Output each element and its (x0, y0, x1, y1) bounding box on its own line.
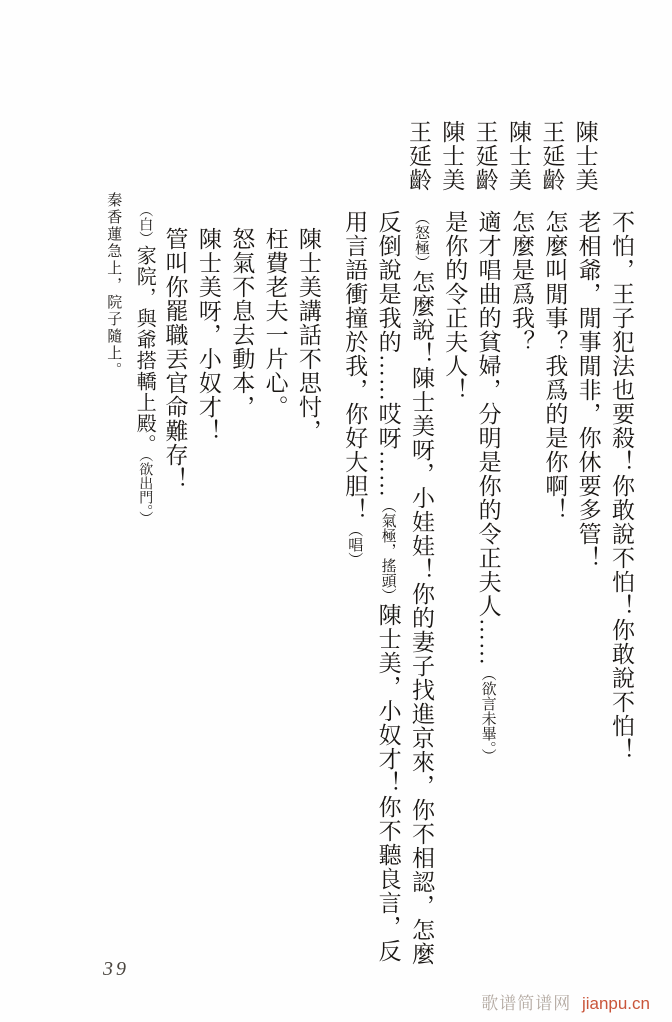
script-line-lyric (292, 115, 325, 977)
speaker-name: 陳士美 (439, 120, 465, 192)
script-line-lyric (158, 115, 191, 977)
speech-text: 秦香蓮急上，院子隨上。 (105, 192, 122, 379)
script-line-stage-speech (129, 115, 158, 977)
speech-text: 枉費老夫一片心。 (262, 227, 288, 419)
script-line-dialogue (471, 115, 504, 977)
script-line-continuation (605, 115, 638, 977)
speech-text: （怒極）怎麼說！陳士美呀，小娃娃！你的妻子找進京來，你不相認，怎麼反倒說是我的……哎呀……（氣極，搖頭）陳士美，小奴才！你不聽良言，反用言語衝撞於我，你好大胆！（唱） (342, 210, 434, 966)
watermark-site-url[interactable]: jianpu.cn (581, 994, 650, 1013)
speech-text: 陳士美呀，小奴才！ (195, 227, 221, 443)
speaker-name: 王延齡 (539, 120, 565, 192)
speaker-name: 王延齡 (472, 120, 498, 192)
opera-script-text (96, 115, 638, 977)
speech-text: 老相爺，閒事閒非，你休要多管！ (575, 210, 601, 570)
script-line-lyric (225, 115, 258, 977)
script-line-dialogue (538, 115, 571, 977)
speech-text: 陳士美講話不思忖， (295, 227, 321, 443)
speaker-name: 王延齡 (405, 120, 431, 192)
page-number: 39 (103, 958, 129, 980)
script-line-dialogue (338, 115, 438, 977)
speech-text: 怒氣不息去動本， (229, 227, 255, 419)
speech-text: 怎麼是爲我？ (508, 210, 534, 354)
speech-text: 適才唱曲的貧婦，分明是你的令正夫人……（欲言未畢。） (475, 210, 501, 764)
watermark (481, 989, 650, 1014)
script-line-lyric (192, 115, 225, 977)
speech-text: 不怕，王子犯法也要殺！你敢說不怕！你敢說不怕！ (609, 210, 634, 762)
speech-text: 是你的令正夫人！ (442, 210, 468, 402)
watermark-site-name: 歌谱简谱网 (481, 994, 572, 1013)
speech-text: 怎麼叫閒事？我爲的是你啊！ (542, 210, 568, 522)
script-line-dialogue (505, 115, 538, 977)
script-line-dialogue (438, 115, 471, 977)
script-line-lyric (258, 115, 291, 977)
speaker-name: 陳士美 (572, 120, 598, 192)
script-line-dialogue (571, 115, 604, 977)
speech-text: 管叫你罷職丟官命難存！ (162, 227, 188, 491)
script-line-stage-direction (96, 115, 129, 977)
speaker-name: 陳士美 (505, 120, 531, 192)
speech-text: （白）家院，與爺搭轎上殿。（欲出門。） (133, 203, 156, 525)
